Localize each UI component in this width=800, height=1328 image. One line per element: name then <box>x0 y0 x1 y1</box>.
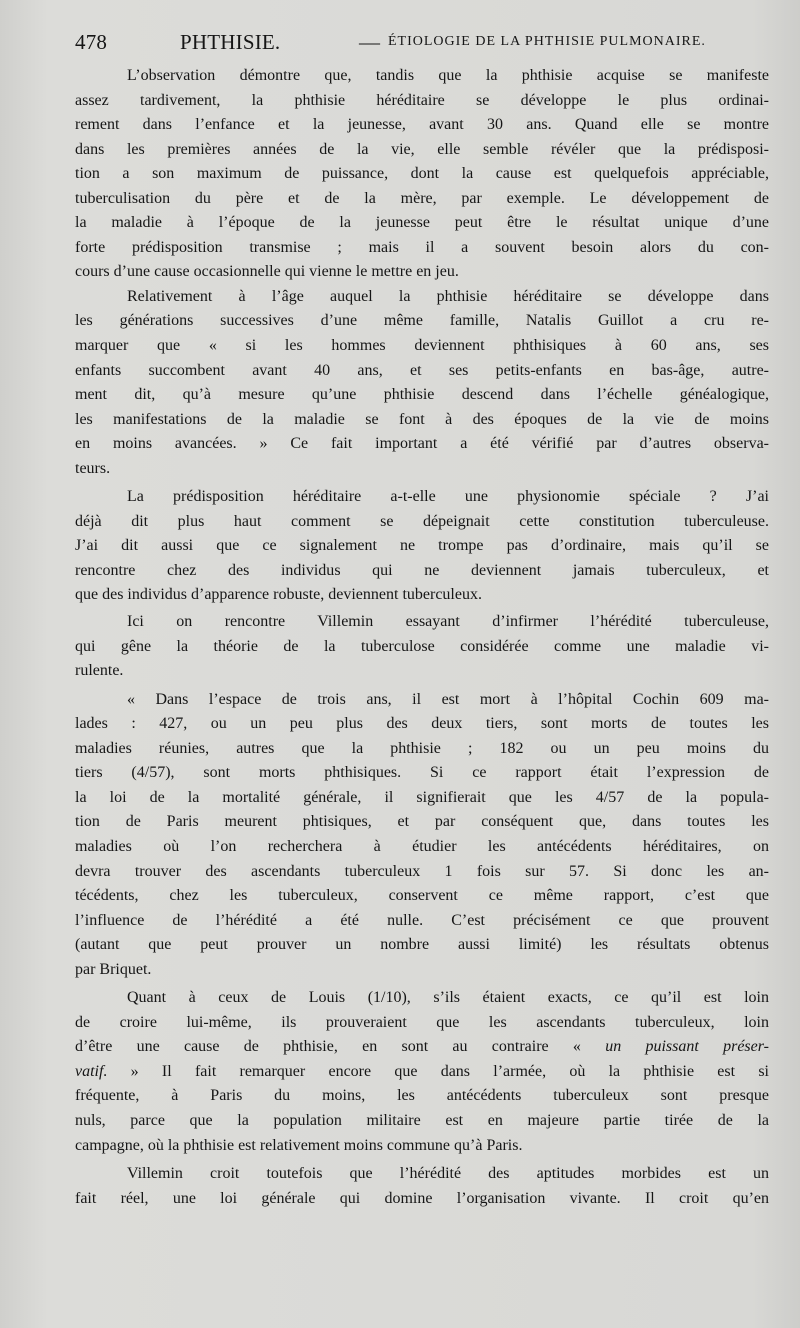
text-line: rulente. <box>75 662 124 680</box>
text-line: assez tardivement, la phthisie héréditaire se développe le plus ordinai- <box>75 91 769 109</box>
text-line: maladies réunies, autres que la phthisie ; 182 ou un peu moins du <box>75 739 769 757</box>
text-line: les générations successives d’une même famille, Natalis Guillot a cru re- <box>75 312 769 330</box>
text-line: les manifestations de la maladie se font à des époques de la vie de moins <box>75 410 769 428</box>
text-fragment: d’être une cause de phthisie, en sont au contraire « <box>75 1038 606 1056</box>
running-title: PHTHISIE. <box>180 30 281 54</box>
running-head <box>75 30 755 60</box>
text-line: par Briquet. <box>75 960 152 978</box>
text-line: técédents, chez les tuberculeux, conservent ce même rapport, c’est que <box>75 887 769 905</box>
text-line: (autant que peut prouver un nombre aussi limité) les résultats obtenus <box>75 936 769 954</box>
text-line: dans les premières années de la vie, elle semble révéler que la prédisposi- <box>75 140 769 158</box>
italic-quote-end: vatif. <box>75 1062 108 1080</box>
running-title-dash: — <box>359 30 381 54</box>
paragraph-5 <box>75 691 769 986</box>
text-line: ment dit, qu’à mesure qu’une phthisie descend dans l’échelle généalogique, <box>75 386 769 404</box>
page-number: 478 <box>75 30 108 54</box>
text-line: enfants succombent avant 40 ans, et ses petits-enfants en bas-âge, autre- <box>75 361 769 379</box>
text-line: qui gêne la théorie de la tuberculose considérée comme une maladie vi- <box>75 637 769 655</box>
text-line: La prédisposition héréditaire a-t-elle une physionomie spéciale ? J’ai <box>127 488 769 506</box>
text-line: l’influence de l’hérédité a été nulle. C’est précisément ce que prouvent <box>75 911 769 929</box>
paragraph-7 <box>75 1165 769 1214</box>
text-line: rement dans l’enfance et la jeunesse, avant 30 ans. Quand elle se montre <box>75 116 769 134</box>
text-line: rencontre chez des individus qui ne deviennent jamais tuberculeux, et <box>75 561 769 579</box>
text-line: tion a son maximum de puissance, dont la cause est quelquefois appréciable, <box>75 165 769 183</box>
text-line: tuberculisation du père et de la mère, par exemple. Le développement de <box>75 189 769 207</box>
text-line: maladies où l’on recherchera à étudier les antécédents héréditaires, on <box>75 837 769 855</box>
body-text <box>75 67 769 1214</box>
text-line: Villemin croit toutefois que l’hérédité des aptitudes morbides est un <box>127 1165 769 1183</box>
text-line: nuls, parce que la population militaire est en majeure partie tirée de la <box>75 1111 769 1129</box>
paragraph-3 <box>75 488 769 611</box>
text-line: teurs. <box>75 459 111 477</box>
text-line-with-italic <box>75 1063 769 1081</box>
text-line: « Dans l’espace de trois ans, il est mort à l’hôpital Cochin 609 ma- <box>127 690 769 708</box>
text-line: que des individus d’apparence robuste, deviennent tuberculeux. <box>75 586 482 604</box>
paragraph-1 <box>75 67 769 288</box>
text-line: fait réel, une loi générale qui domine l’organisation vivante. Il croit qu’en <box>75 1189 769 1207</box>
text-line: cours d’une cause occasionnelle qui vienne le mettre en jeu. <box>75 263 459 281</box>
italic-quote: un puissant préser- <box>605 1038 769 1056</box>
text-fragment: » Il fait remarquer encore que dans l’armée, où la phthisie est si <box>107 1062 769 1080</box>
text-line: tion de Paris meurent phtisiques, et par conséquent que, dans toutes les <box>75 813 769 831</box>
text-line: forte prédisposition transmise ; mais il a souvent besoin alors du con- <box>75 238 769 256</box>
text-line: Ici on rencontre Villemin essayant d’infirmer l’hérédité tuberculeuse, <box>127 613 769 631</box>
text-line: la loi de la mortalité générale, il signifierait que les 4/57 de la popula- <box>75 788 769 806</box>
text-line: fréquente, à Paris du moins, les antécédents tuberculeux sont presque <box>75 1087 769 1105</box>
text-line: campagne, où la phthisie est relativement moins commune qu’à Paris. <box>75 1136 523 1154</box>
text-line: Quant à ceux de Louis (1/10), s’ils étaient exacts, ce qu’il est loin <box>127 989 769 1007</box>
text-line: L’observation démontre que, tandis que la phthisie acquise se manifeste <box>127 67 769 84</box>
paragraph-6 <box>75 989 769 1161</box>
text-line: de croire lui-même, ils prouveraient que les ascendants tuberculeux, loin <box>75 1013 769 1031</box>
text-line: lades : 427, ou un peu plus des deux tiers, sont morts de toutes les <box>75 715 769 733</box>
text-line: déjà dit plus haut comment se dépeignait cette constitution tuberculeuse. <box>75 512 769 530</box>
text-line: Relativement à l’âge auquel la phthisie héréditaire se développe dans <box>127 287 769 305</box>
text-line: marquer que « si les hommes deviennent phthisiques à 60 ans, ses <box>75 337 769 355</box>
text-line: en moins avancées. » Ce fait important a été vérifié par d’autres observa- <box>75 435 769 453</box>
running-subtitle: ÉTIOLOGIE DE LA PHTHISIE PULMONAIRE. <box>388 34 706 49</box>
paragraph-4 <box>75 613 769 687</box>
text-line: devra trouver des ascendants tuberculeux 1 fois sur 57. Si donc les an- <box>75 862 769 880</box>
text-line: tiers (4/57), sont morts phthisiques. Si ce rapport était l’expression de <box>75 764 769 782</box>
text-line: J’ai dit aussi que ce signalement ne trompe pas d’ordinaire, mais qu’il se <box>75 537 769 555</box>
text-line-with-italic <box>75 1038 769 1056</box>
paragraph-2 <box>75 288 769 484</box>
text-line: la maladie à l’époque de la jeunesse peut être le résultat unique d’une <box>75 214 769 232</box>
